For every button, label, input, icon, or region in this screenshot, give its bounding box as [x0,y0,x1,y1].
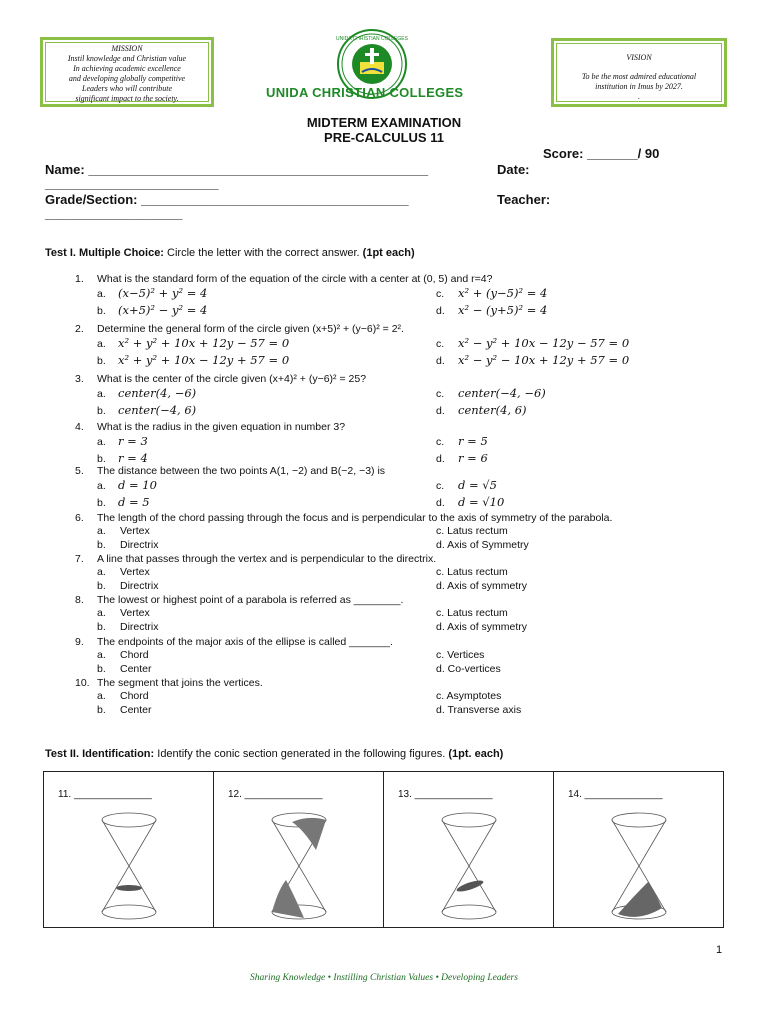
option-letter-b[interactable]: b. [97,663,106,675]
option-d[interactable]: d. Axis of symmetry [436,580,528,592]
figure-cell-11 [44,772,214,928]
question-text: The endpoints of the major axis of the ellipse is called _______. [97,636,393,648]
test2-heading [45,748,503,760]
question-number: 10. [75,677,90,689]
school-name: UNIDA CHRISTIAN COLLEGES [266,85,464,100]
option-c[interactable]: c. Vertices [436,649,485,661]
option-a[interactable]: Chord [120,649,149,661]
option-b[interactable]: d = 5 [118,495,150,509]
option-a[interactable]: x² + y² + 10x + 12y − 57 = 0 [118,336,290,350]
mission-line: In achieving academic excellence [73,64,181,73]
figure-cell-12 [214,772,384,928]
option-c[interactable]: c. Latus rectum [436,566,508,578]
vision-line: To be the most admired educational [581,72,697,81]
vision-title: VISION [626,53,652,62]
test1-points: (1pt each) [362,247,415,259]
option-a[interactable]: center(4, −6) [118,386,197,400]
option-d[interactable]: d. Co-vertices [436,663,501,675]
question-number: 5. [75,465,84,477]
option-a[interactable]: r = 3 [118,434,148,448]
option-letter-a[interactable]: a. [97,525,106,537]
option-letter-d[interactable]: d. [436,405,445,417]
option-c[interactable]: r = 5 [458,434,488,448]
option-c[interactable]: center(−4, −6) [458,386,546,400]
option-b[interactable]: x² + y² + 10x − 12y + 57 = 0 [118,353,290,367]
question-text: Determine the general form of the circle given (x+5)² + (y−6)² = 2². [97,323,404,335]
test2-title: Test II. Identification: [45,748,155,760]
option-b[interactable]: Directrix [120,621,159,633]
option-d[interactable]: x² − (y+5)² = 4 [458,303,548,317]
question-text: The lowest or highest point of a parabola is referred as ________. [97,594,404,606]
option-letter-d[interactable]: d. [436,355,445,367]
question-number: 4. [75,421,84,433]
option-letter-b[interactable]: b. [97,497,106,509]
figure-cell-13 [384,772,554,928]
option-letter-a[interactable]: a. [97,566,106,578]
option-a[interactable]: d = 10 [118,478,157,492]
double-cone-tilted-ellipse-figure [434,810,504,922]
exam-title: MIDTERM EXAMINATION [306,115,462,130]
option-d[interactable]: d. Axis of symmetry [436,621,528,633]
question-text: The segment that joins the vertices. [97,677,263,689]
teacher-field[interactable]: Teacher: [497,192,551,207]
option-letter-a[interactable]: a. [97,338,106,350]
question-number: 2. [75,323,84,335]
option-b[interactable]: (x+5)² − y² = 4 [118,303,208,317]
option-a[interactable]: Vertex [120,525,150,537]
figure-answer-12[interactable]: 12. ______________ [228,789,323,800]
option-letter-c[interactable]: c. [436,436,445,448]
option-letter-d[interactable]: d. [436,305,445,317]
question-number: 6. [75,512,84,524]
name-line-continuation: ________________________ [45,176,219,191]
option-c[interactable]: c. Latus rectum [436,607,508,619]
grade-section-field[interactable]: Grade/Section: _____________________________________ [45,192,409,207]
double-cone-parabola-figure [604,810,674,922]
option-c[interactable]: c. Latus rectum [436,525,508,537]
option-d[interactable]: d. Axis of Symmetry [436,539,529,551]
option-d[interactable]: center(4, 6) [458,403,527,417]
question-number: 7. [75,553,84,565]
option-c[interactable]: x² − y² + 10x − 12y − 57 = 0 [458,336,630,350]
option-letter-d[interactable]: d. [436,497,445,509]
option-c[interactable]: x² + (y−5)² = 4 [458,286,548,300]
test2-instruction: Identify the conic section generated in the following figures. [154,748,449,760]
option-b[interactable]: Directrix [120,539,159,551]
option-letter-b[interactable]: b. [97,453,106,465]
vision-line: . [638,92,640,101]
option-letter-d[interactable]: d. [436,453,445,465]
option-letter-a[interactable]: a. [97,288,106,300]
option-letter-c[interactable]: c. [436,480,445,492]
question-text: The length of the chord passing through the focus and is perpendicular to the axis of symmetry of the parabola. [97,512,613,524]
option-letter-a[interactable]: a. [97,690,106,702]
vision-line: institution in Imus by 2027. [595,82,683,91]
option-d[interactable]: d = √10 [458,495,505,509]
conic-figures-table [43,771,724,928]
option-letter-b[interactable]: b. [97,621,106,633]
mission-line: Instil knowledge and Christian value [67,54,187,63]
figure-cell-14 [554,772,724,928]
option-b[interactable]: r = 4 [118,451,148,465]
svg-text:UNIDA CHRISTIAN COLLEGES: UNIDA CHRISTIAN COLLEGES [336,36,408,42]
question-text: The distance between the two points A(1, −2) and B(−2, −3) is [97,465,386,477]
option-letter-b[interactable]: b. [97,355,106,367]
option-letter-b[interactable]: b. [97,305,106,317]
question-text: What is the center of the circle given (x+4)² + (y−6)² = 25? [97,373,367,385]
question-number: 1. [75,273,84,285]
option-letter-b[interactable]: b. [97,405,106,417]
option-letter-a[interactable]: a. [97,480,106,492]
option-c[interactable]: d = √5 [458,478,497,492]
option-a[interactable]: Chord [120,690,149,702]
question-number: 8. [75,594,84,606]
option-letter-b[interactable]: b. [97,704,106,716]
option-letter-b[interactable]: b. [97,580,106,592]
figure-answer-11[interactable]: 11. ______________ [58,789,152,800]
double-cone-ellipse-figure [94,810,164,922]
option-letter-a[interactable]: a. [97,436,106,448]
question-number: 3. [75,373,84,385]
test2-points: (1pt. each) [448,748,504,760]
option-letter-c[interactable]: c. [436,338,445,350]
mission-line: and developing globally competitive [68,74,186,83]
figure-answer-13[interactable]: 13. ______________ [398,789,493,800]
score-field[interactable]: Score: _______/ 90 [543,146,660,161]
option-letter-a[interactable]: a. [97,607,106,619]
question-text: What is the standard form of the equation of the circle with a center at (0, 5) and r=4? [97,273,493,285]
page-number: 1 [716,944,723,956]
mission-title: MISSION [111,44,143,53]
option-a[interactable]: Vertex [120,607,150,619]
option-a[interactable]: (x−5)² + y² = 4 [118,286,208,300]
vision-box [551,38,727,107]
mission-line: significant impact to the society. [75,94,179,103]
test1-heading [45,247,415,259]
option-b[interactable]: Directrix [120,580,159,592]
grade-line-continuation: ___________________ [45,206,183,221]
option-b[interactable]: Center [120,704,152,716]
test1-instruction: Circle the letter with the correct answer. [163,247,363,259]
option-b[interactable]: center(−4, 6) [118,403,197,417]
option-a[interactable]: Vertex [120,566,150,578]
question-text: A line that passes through the vertex and is perpendicular to the directrix. [97,553,437,565]
double-cone-hyperbola-figure [264,810,334,922]
option-d[interactable]: d. Transverse axis [436,704,522,716]
mission-box [40,37,214,107]
option-letter-c[interactable]: c. [436,388,445,400]
name-field[interactable]: Name: _______________________________________________ [45,162,429,177]
question-text: What is the radius in the given equation in number 3? [97,421,346,433]
option-letter-a[interactable]: a. [97,649,106,661]
option-d[interactable]: x² − y² − 10x + 12y + 57 = 0 [458,353,630,367]
mission-line: Leaders who will contribute [82,84,172,93]
figure-answer-14[interactable]: 14. ______________ [568,789,663,800]
option-c[interactable]: c. Asymptotes [436,690,502,702]
option-b[interactable]: Center [120,663,152,675]
exam-subject: PRE-CALCULUS 11 [324,130,444,145]
test1-title: Test I. Multiple Choice: [45,247,164,259]
date-field[interactable]: Date: [497,162,530,177]
option-d[interactable]: r = 6 [458,451,488,465]
footer-motto: Sharing Knowledge • Instilling Christian Values • Developing Leaders [250,973,518,983]
option-letter-b[interactable]: b. [97,539,106,551]
option-letter-a[interactable]: a. [97,388,106,400]
option-letter-c[interactable]: c. [436,288,445,300]
question-number: 9. [75,636,84,648]
